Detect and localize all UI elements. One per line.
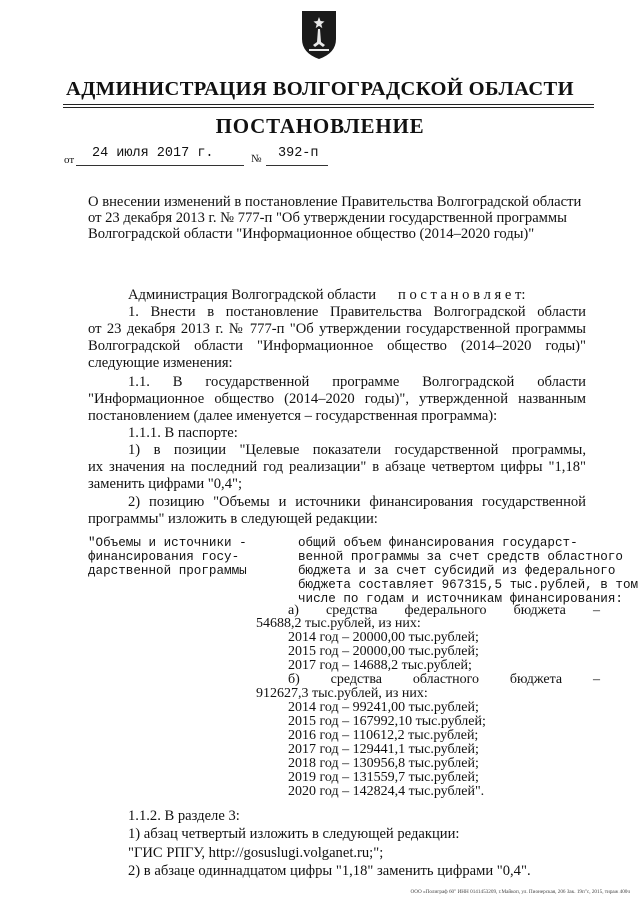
- printer-footer: ООО «Полиграф 60" ИНН 0141453209, г.Майкоп, ул. Пионерская, 206 Зак. 19п"c, 2015, тираж 400ч: [410, 889, 630, 895]
- federal-year-row: 2015 год – 20000,00 тыс.рублей;: [288, 644, 479, 659]
- paragraph-1-line: Волгоградской области "Информационное общество (2014–2020 годы)": [88, 338, 586, 354]
- item-1-line: их значения на последний год реализации" в абзаце четвертом цифры "1,18": [88, 459, 586, 475]
- item-1-line: 1) в позиции "Целевые показатели государственной программы,: [128, 442, 586, 458]
- title-line: от 23 декабря 2013 г. № 777-п "Об утверждении государственной программы: [88, 210, 567, 226]
- coat-of-arms-emblem: [299, 9, 339, 61]
- paragraph-1-line: следующие изменения:: [88, 355, 233, 371]
- paragraph-1-1-line: 1.1. В государственной программе Волгоградской области: [128, 374, 586, 390]
- table-right-line: бюджета и за счет субсидий из федерального: [298, 564, 616, 578]
- section3-item-2: 2) в абзаце одиннадцатом цифры "1,18" заменить цифрами "0,4".: [128, 863, 531, 879]
- federal-budget-line: а) средства федерального бюджета –: [288, 603, 600, 618]
- regional-budget-line: б) средства областного бюджета –: [288, 672, 600, 687]
- title-line: Волгоградской области "Информационное общество (2014–2020 годы)": [88, 226, 535, 242]
- regional-year-row: 2014 год – 99241,00 тыс.рублей;: [288, 700, 479, 715]
- organization-title: АДМИНИСТРАЦИЯ ВОЛГОГРАДСКОЙ ОБЛАСТИ: [66, 78, 574, 100]
- regional-year-row: 2020 год – 142824,4 тыс.рублей".: [288, 784, 485, 799]
- table-right-line: общий объем финансирования государст-: [298, 536, 578, 550]
- paragraph-1-1-line: постановлением (далее именуется – государственная программа):: [88, 408, 498, 424]
- table-left-line: "Объемы и источники -: [88, 536, 247, 550]
- table-right-line: числе по годам и источникам финансирования:: [298, 592, 623, 606]
- document-date: 24 июля 2017 г.: [92, 146, 214, 161]
- paragraph-1-line: от 23 декабря 2013 г. № 777-п "Об утверждении государственной программы: [88, 321, 586, 337]
- table-left-line: дарственной программы: [88, 564, 247, 578]
- regional-year-row: 2015 год – 167992,10 тыс.рублей;: [288, 714, 486, 729]
- paragraph-1-line: 1. Внести в постановление Правительства Волгоградской области: [128, 304, 586, 320]
- date-prefix: от: [64, 154, 75, 166]
- number-prefix: №: [251, 153, 262, 165]
- document-number: 392-п: [278, 146, 319, 161]
- regional-year-row: 2018 год – 130956,8 тыс.рублей;: [288, 756, 479, 771]
- title-line: О внесении изменений в постановление Правительства Волгоградской области: [88, 194, 582, 210]
- paragraph-1-1-2: 1.1.2. В разделе 3:: [128, 808, 240, 824]
- regional-total: 912627,3 тыс.рублей, из них:: [256, 686, 428, 701]
- paragraph-1-1-1: 1.1.1. В паспорте:: [128, 425, 238, 441]
- preamble-verb: п о с т а н о в л я е т:: [398, 287, 526, 303]
- table-left-line: финансирования госу-: [88, 550, 240, 564]
- federal-year-row: 2017 год – 14688,2 тыс.рублей;: [288, 658, 472, 673]
- regional-year-row: 2019 год – 131559,7 тыс.рублей;: [288, 770, 479, 785]
- document-type: ПОСТАНОВЛЕНИЕ: [215, 114, 425, 138]
- regional-year-row: 2016 год – 110612,2 тыс.рублей;: [288, 728, 479, 743]
- federal-year-row: 2014 год – 20000,00 тыс.рублей;: [288, 630, 479, 645]
- date-underline: [76, 165, 244, 166]
- section3-item-1: 1) абзац четвертый изложить в следующей редакции:: [128, 826, 460, 842]
- item-1-line: заменить цифрами "0,4";: [88, 476, 243, 492]
- regional-year-row: 2017 год – 129441,1 тыс.рублей;: [288, 742, 479, 757]
- federal-total: 54688,2 тыс.рублей, из них:: [256, 616, 421, 631]
- table-right-line: бюджета составляет 967315,5 тыс.рублей, в том: [298, 578, 639, 592]
- number-underline: [266, 165, 328, 166]
- item-2-line: программы" изложить в следующей редакции:: [88, 511, 378, 527]
- preamble-org: Администрация Волгоградской области: [128, 287, 377, 303]
- paragraph-1-1-line: "Информационное общество (2014–2020 годы)", утвержденной названным: [88, 391, 586, 407]
- header-rule-bottom: [63, 107, 594, 108]
- item-2-line: 2) позицию "Объемы и источники финансирования государственной: [128, 494, 586, 510]
- section3-quote: "ГИС РПГУ, http://gosuslugi.volganet.ru;";: [128, 845, 384, 861]
- header-rule-top: [63, 104, 594, 105]
- table-right-line: венной программы за счет средств областного: [298, 550, 623, 564]
